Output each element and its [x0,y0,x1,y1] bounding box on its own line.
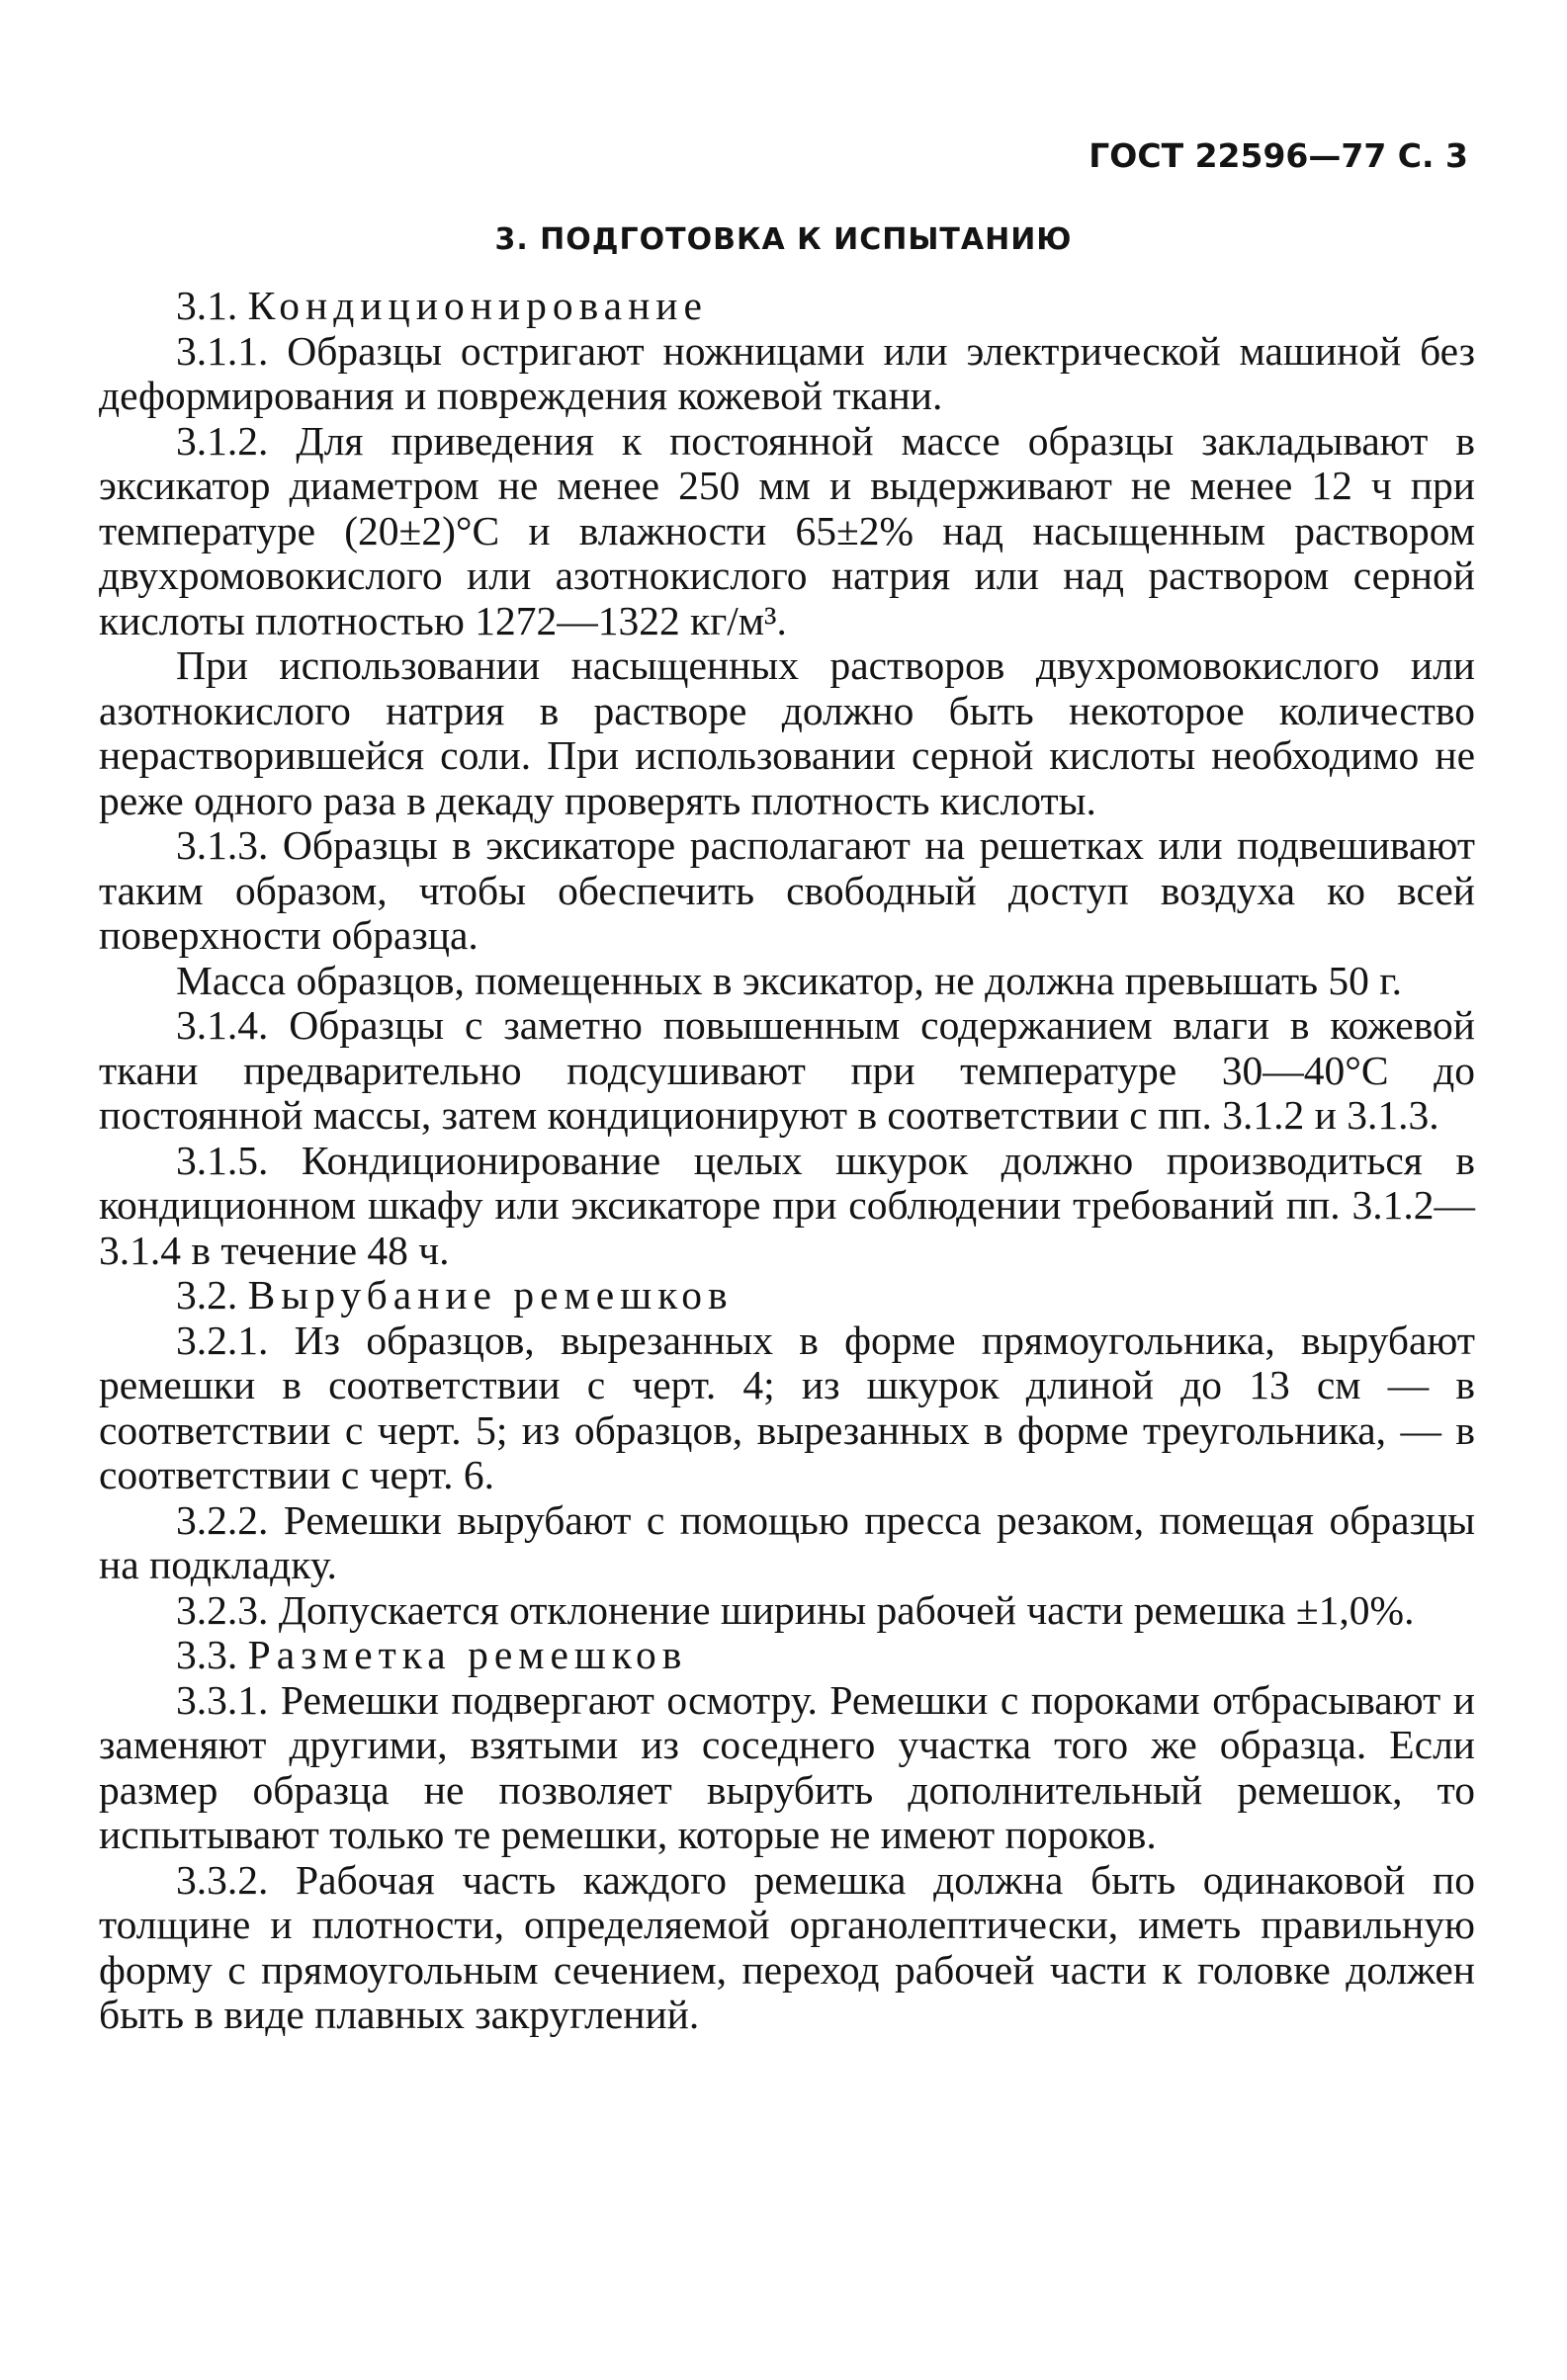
page-header: ГОСТ 22596—77 С. 3 [1088,136,1468,175]
document-body [99,284,1475,2038]
subsection-heading: 3.3. Разметка ремешков [176,1632,688,1677]
paragraph: При использовании насыщенных растворов двухромовокислого или азотнокислого натрия в растворе должно быть некоторое количество нерастворившейся соли. При использовании серной кислоты необходимо не реже одного раза в декаду проверять плотность кислоты. [99,642,1475,823]
paragraph: 3.1.2. Для приведения к постоянной массе образцы закладывают в эксикатор диаметром не менее 250 мм и выдерживают не менее 12 ч при температуре (20±2)°С и влажности 65±2% над насыщенным раствором двухромовокислого или азотнокислого натрия или над раствором серной кислоты плотностью 1272—1322 кг/м³. [99,417,1475,643]
paragraph: 3.2.1. Из образцов, вырезанных в форме прямоугольника, вырубают ремешки в соответствии с черт. 4; из шкурок длиной до 13 см — в соответствии с черт. 5; из образцов, вырезанных в форме треугольника, — в соответствии с черт. 6. [99,1317,1475,1497]
subsection-heading: 3.2. Вырубание ремешков [176,1272,734,1318]
paragraph: 3.3.1. Ремешки подвергают осмотру. Ремешки с пороками отбрасывают и заменяют другими, взятыми из соседнего участка того же образца. Если размер образца не позволяет вырубить дополнительный ремешок, то испытывают только те ремешки, которые не имеют пороков. [99,1676,1475,1857]
section-title: 3. ПОДГОТОВКА К ИСПЫТАНИЮ [494,222,1073,257]
paragraph: 3.2.3. Допускается отклонение ширины рабочей части ремешка ±1,0%. [176,1586,1415,1633]
paragraph: 3.2.2. Ремешки вырубают с помощью пресса резаком, помещая образцы на подкладку. [99,1496,1475,1587]
paragraph: 3.1.4. Образцы с заметно повышенным содержанием влаги в кожевой ткани предварительно подсушивают при температуре 30—40°С до постоянной массы, затем кондиционируют в соответствии с пп. 3.1.2 и 3.1.3. [99,1002,1475,1138]
subsection-heading: 3.1. Кондиционирование [176,283,708,328]
paragraph: 3.3.2. Рабочая часть каждого ремешка должна быть одинаковой по толщине и плотности, определяемой органолептически, иметь правильную форму с прямоугольным сечением, переход рабочей части к головке должен быть в виде плавных закруглений. [99,1856,1475,2037]
paragraph: 3.1.3. Образцы в эксикаторе располагают на решетках или подвешивают таким образом, чтобы обеспечить свободный доступ воздуха ко всей поверхности образца. [99,822,1475,958]
paragraph: Масса образцов, помещенных в эксикатор, не должна превышать 50 г. [176,957,1402,1003]
paragraph: 3.1.1. Образцы остригают ножницами или электрической машиной без деформирования и повреждения кожевой ткани. [99,327,1475,418]
paragraph: 3.1.5. Кондиционирование целых шкурок должно производиться в кондиционном шкафу или эксикаторе при соблюдении требований пп. 3.1.2—3.1.4 в течение 48 ч. [99,1137,1475,1273]
